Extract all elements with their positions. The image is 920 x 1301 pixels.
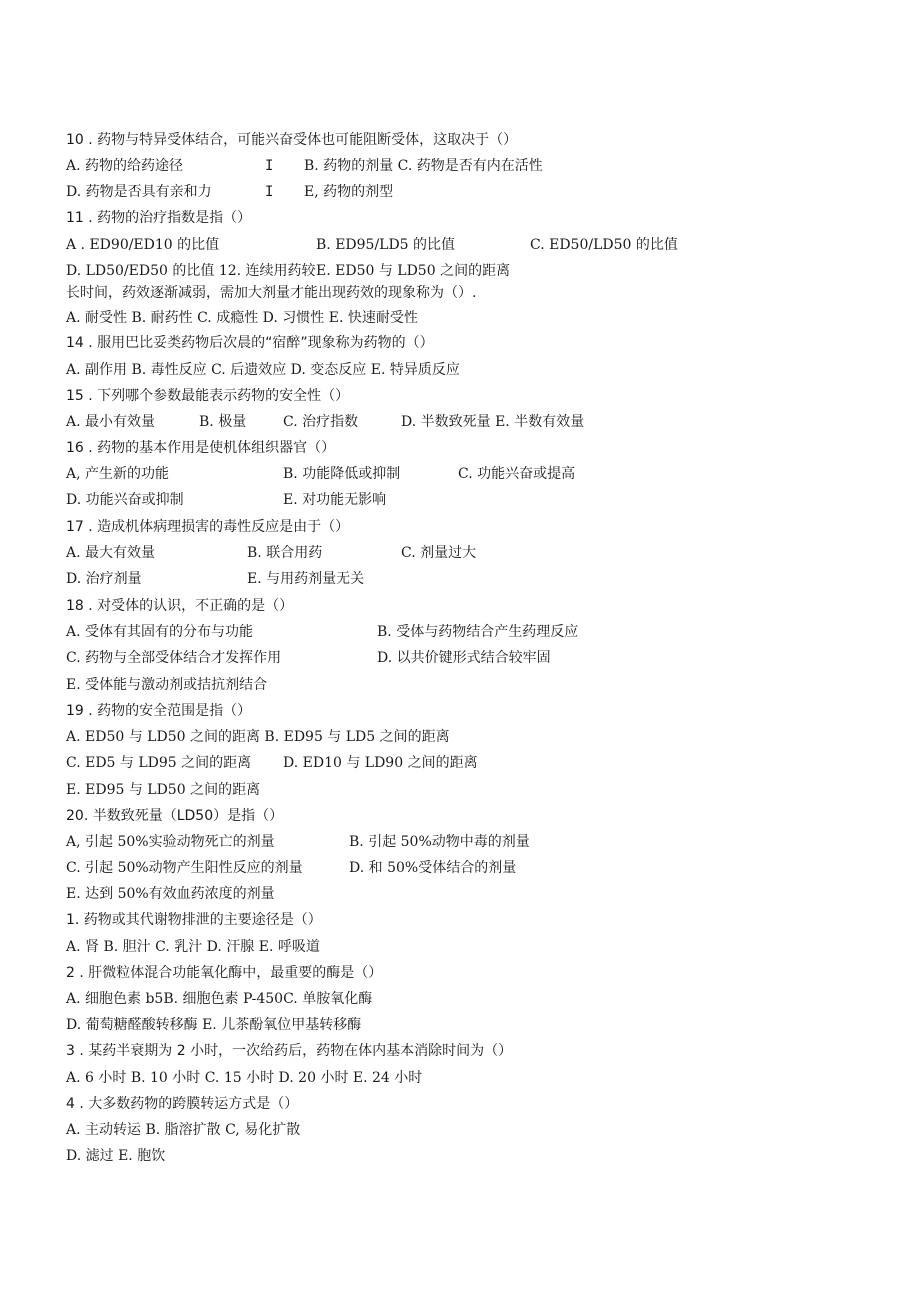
option-a: A. 药物的给药途径 (66, 158, 184, 174)
question-19-option-e: E. ED95 与 LD50 之间的距离 (66, 782, 261, 798)
question-19-options-row-1: A. ED50 与 LD50 之间的距离 B. ED95 与 LD5 之间的距离 (66, 729, 450, 745)
option-c: C. 治疗指数 (283, 414, 359, 430)
option-b: B. 受体与药物结合产生药理反应 (377, 624, 579, 640)
option-a: A . ED90/ED10 的比值 (66, 237, 220, 253)
option-d: D. 治疗剂量 (66, 571, 142, 587)
option-c: C. ED5 与 LD95 之间的距离 (66, 755, 252, 771)
text-cursor-mark: I (265, 184, 274, 200)
question-1-stem: 1. 药物或其代谢物排泄的主要途径是（） (66, 912, 322, 928)
question-1-options: A. 肾 B. 胆汁 C. 乳汁 D. 汗腺 E. 呼吸道 (66, 939, 320, 955)
option-a: A, 引起 50%实验动物死亡的剂量 (66, 834, 275, 850)
question-20-stem: 20. 半数致死量（LD50）是指（） (66, 808, 284, 824)
question-4-options-row-1: A. 主动转运 B. 脂溶扩散 C, 易化扩散 (66, 1122, 301, 1138)
option-e: E. 对功能无影响 (283, 492, 387, 508)
option-c: C. 药物与全部受体结合才发挥作用 (66, 650, 282, 666)
question-14-stem: 14 . 服用巴比妥类药物后次晨的“宿醉”现象称为药物的（） (66, 335, 434, 351)
option-d-e: D. 半数致死量 E. 半数有效量 (401, 414, 585, 430)
option-d: D. LD50/ED50 的比值 12. 连续用药较 (66, 263, 316, 279)
option-e: E, 药物的剂型 (304, 184, 394, 200)
option-d: D. 药物是否具有亲和力 (66, 184, 212, 200)
question-14-options: A. 副作用 B. 毒性反应 C. 后遗效应 D. 变态反应 E. 特异质反应 (66, 362, 460, 378)
option-d: D. ED10 与 LD90 之间的距离 (283, 755, 478, 771)
question-4-options-row-2: D. 滤过 E. 胞饮 (66, 1148, 166, 1164)
option-b: B. 引起 50%动物中毒的剂量 (349, 834, 530, 850)
option-a: A. 最小有效量 (66, 414, 156, 430)
question-12-stem-continued: 长时间，药效逐渐减弱，需加大剂量才能出现药效的现象称为（）. (66, 285, 477, 301)
option-b-c: B. 药物的剂量 C. 药物是否有内在活性 (304, 158, 543, 174)
option-c: C. ED50/LD50 的比值 (530, 237, 678, 253)
option-a: A. 受体有其固有的分布与功能 (66, 624, 254, 640)
option-c: C. 引起 50%动物产生阳性反应的剂量 (66, 860, 303, 876)
text-cursor-mark: I (265, 158, 274, 174)
option-e: E. 与用药剂量无关 (247, 571, 365, 587)
question-2-options-row-2: D. 葡萄糖醛酸转移酶 E. 儿茶酚氧位甲基转移酶 (66, 1017, 362, 1033)
option-d: D. 和 50%受体结合的剂量 (349, 860, 517, 876)
option-b: B. 极量 (199, 414, 247, 430)
question-12-options: A. 耐受性 B. 耐药性 C. 成瘾性 D. 习惯性 E. 快速耐受性 (66, 310, 418, 326)
question-17-stem: 17 . 造成机体病理损害的毒性反应是由于（） (66, 519, 350, 535)
option-b: B. ED95/LD5 的比值 (316, 237, 456, 253)
question-2-stem: 2 . 肝微粒体混合功能氧化酶中，最重要的酶是（） (66, 965, 383, 981)
option-a: A, 产生新的功能 (66, 466, 170, 482)
question-2-options-row-1: A. 细胞色素 b5B. 细胞色素 P-450C. 单胺氧化酶 (66, 991, 373, 1007)
question-4-stem: 4 . 大多数药物的跨膜转运方式是（） (66, 1096, 299, 1112)
question-10-stem: 10 . 药物与特异受体结合，可能兴奋受体也可能阻断受体，这取决于（） (66, 132, 518, 148)
option-d: D. 功能兴奋或抑制 (66, 492, 184, 508)
question-3-options: A. 6 小时 B. 10 小时 C. 15 小时 D. 20 小时 E. 24 小时 (66, 1070, 423, 1086)
option-d: D. 以共价键形式结合较牢固 (377, 650, 551, 666)
question-3-stem: 3 . 某药半衰期为 2 小时，一次给药后，药物在体内基本消除时间为（） (66, 1043, 513, 1059)
option-c: C. 功能兴奋或提高 (458, 466, 576, 482)
option-b: B. 联合用药 (247, 545, 323, 561)
option-b: B. 功能降低或抑制 (283, 466, 401, 482)
question-19-stem: 19 . 药物的安全范围是指（） (66, 703, 252, 719)
question-20-option-e: E. 达到 50%有效血药浓度的剂量 (66, 886, 275, 902)
question-16-stem: 16 . 药物的基本作用是使机体组织器官（） (66, 440, 336, 456)
option-a: A. 最大有效量 (66, 545, 156, 561)
option-e: E. ED50 与 LD50 之间的距离 (316, 263, 511, 279)
question-11-stem: 11 . 药物的治疗指数是指（） (66, 210, 252, 226)
question-15-stem: 15 . 下列哪个参数最能表示药物的安全性（） (66, 388, 350, 404)
question-18-stem: 18 . 对受体的认识，不正确的是（） (66, 598, 294, 614)
option-c: C. 剂量过大 (401, 545, 477, 561)
question-18-option-e: E. 受体能与激动剂或拮抗剂结合 (66, 677, 268, 693)
